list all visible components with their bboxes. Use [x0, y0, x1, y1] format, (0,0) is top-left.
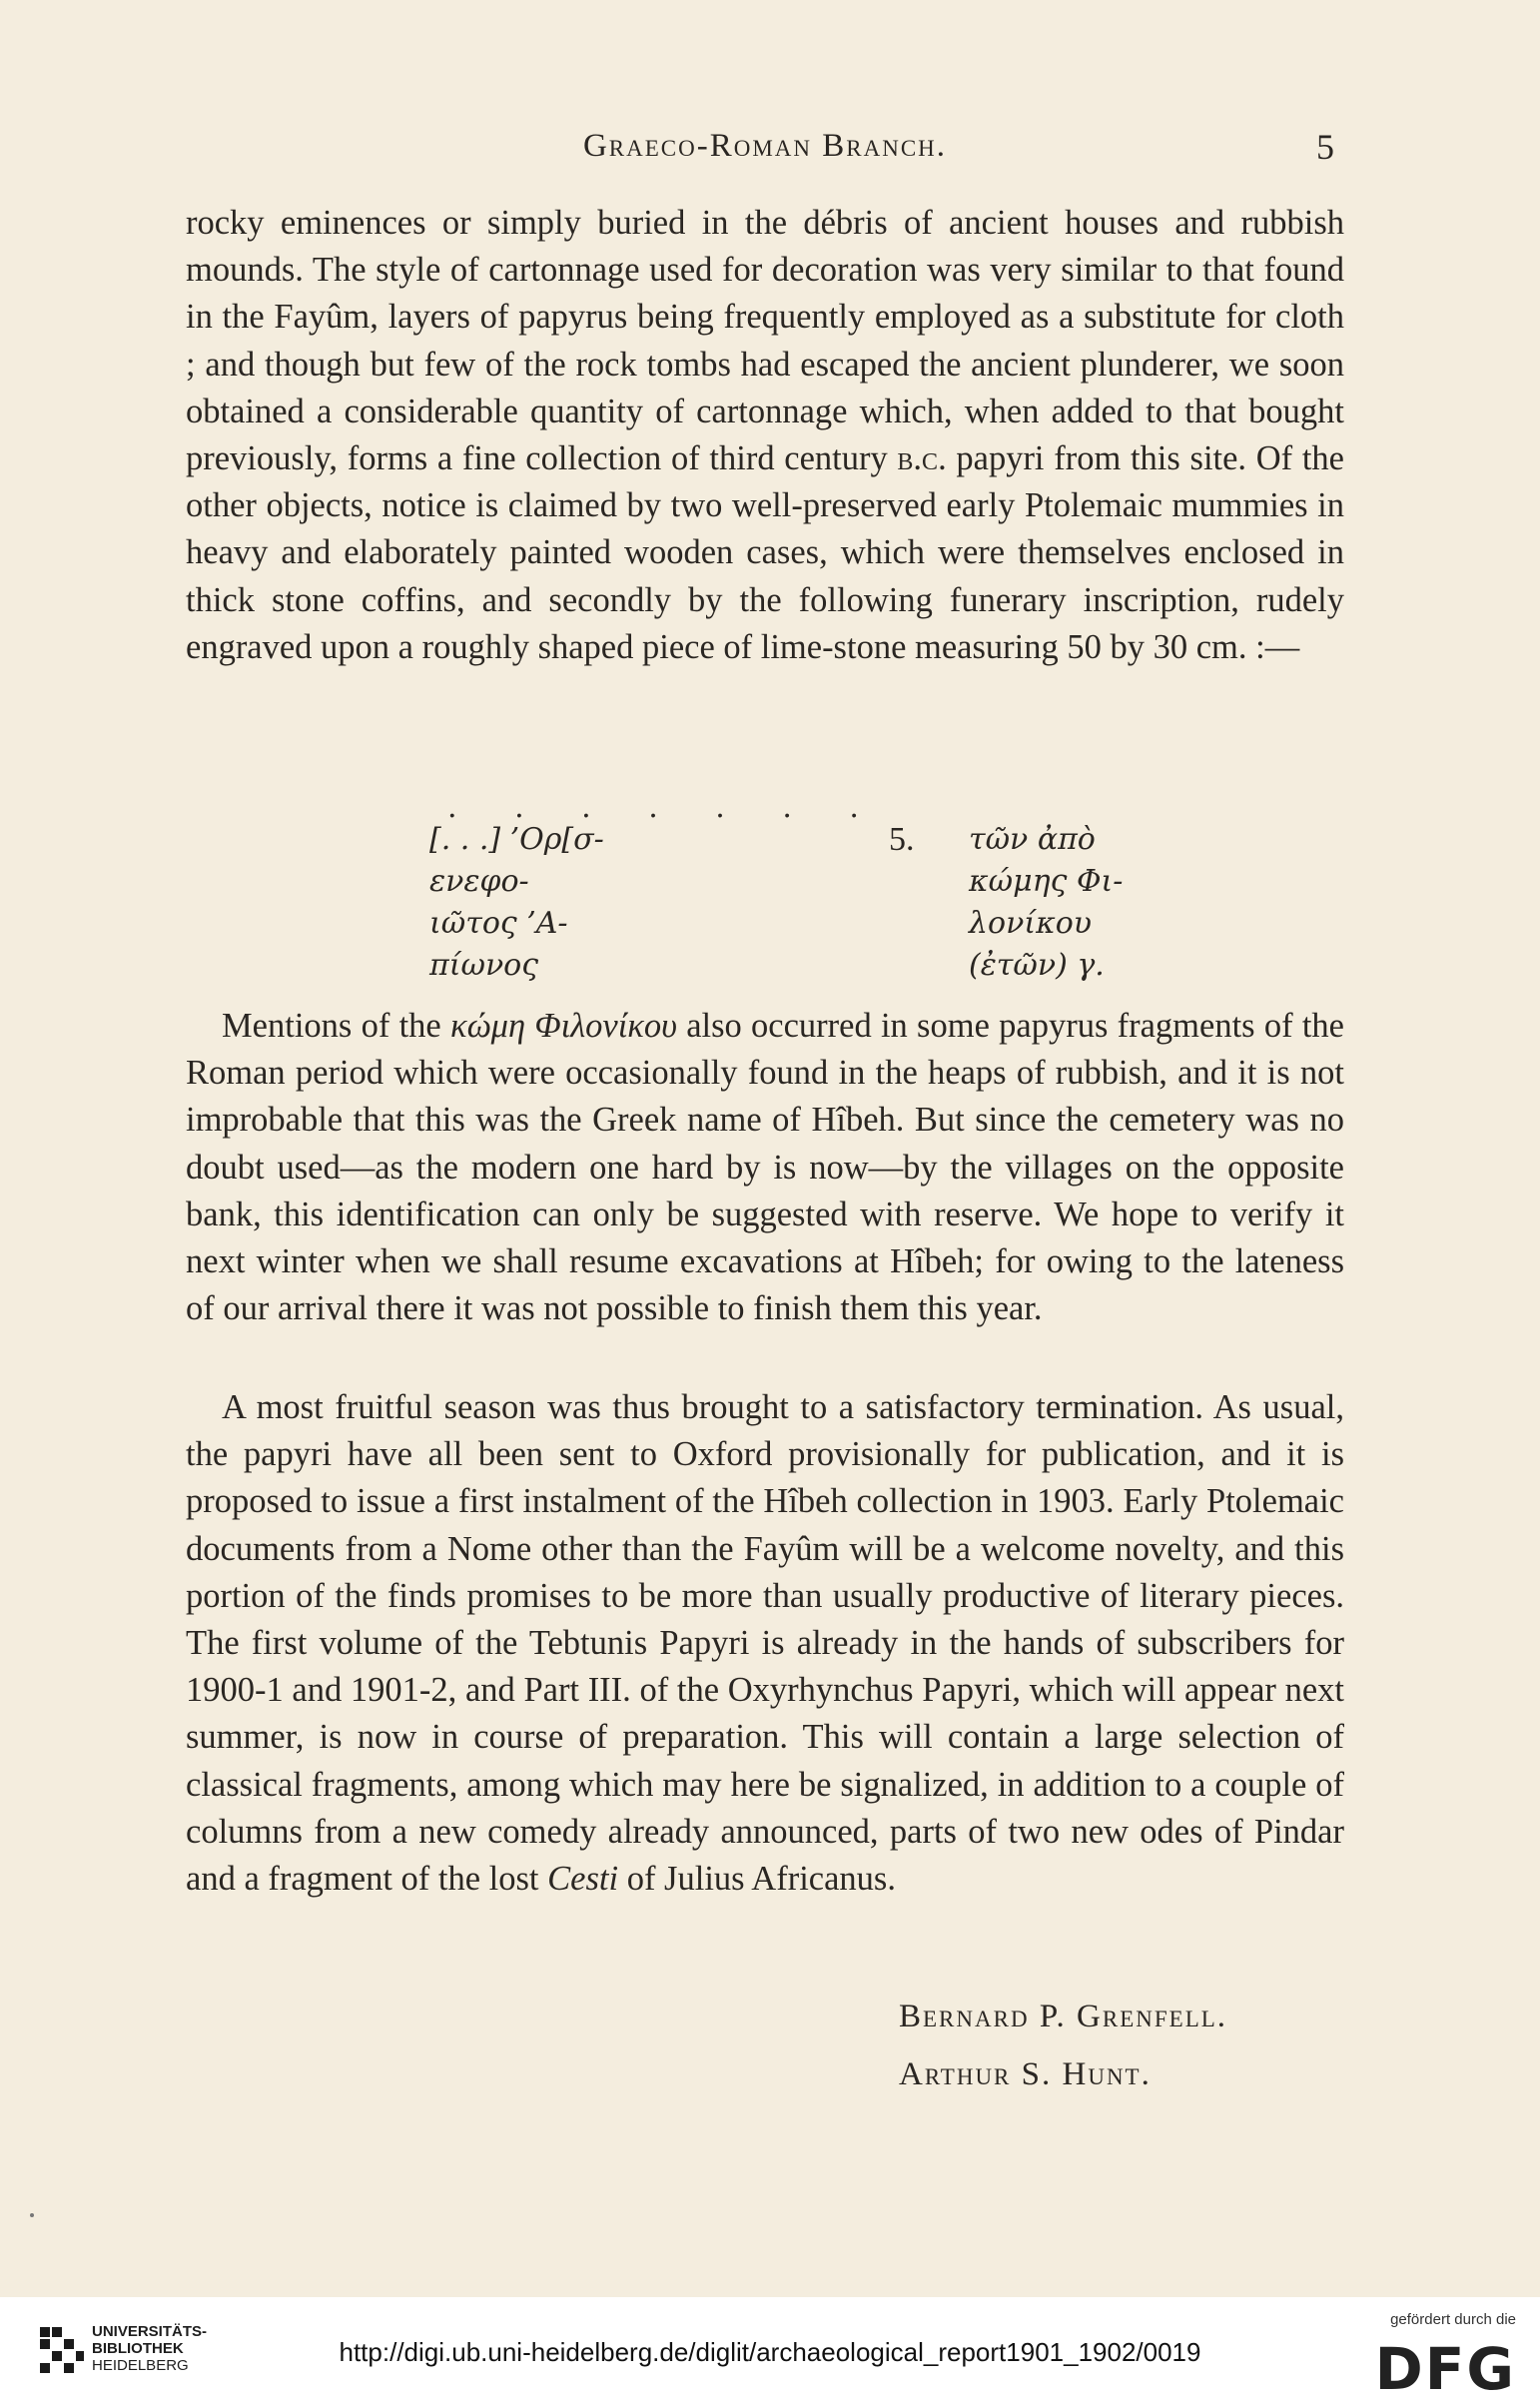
library-name-line: BIBLIOTHEK	[92, 2340, 184, 2357]
inscription-line-number: 5.	[889, 821, 915, 858]
paragraph-3-text-a: A most fruitful season was thus brought to a satisfactory termination. As usual, the papyri have all been sent to Oxford provisionally for publication, and it is proposed to issue a first instalment of the Hîbeh collection in 1903. Early Ptolemaic documents from a Nome other than the Fayûm will be a welcome novelty, and this portion of the finds promises to be more than usually productive of literary pieces. The first volume of the Tebtunis Papyri is already in the hands of subscribers for 1900-1 and 1901-2, and Part III. of the Oxyrhynchus Papyri, which will appear next summer, is now in course of preparation. This will contain a large selection of classical fragments, among which may here be signalized, in addition to a couple of columns from a new comedy already announced, parts of two new odes of Pindar and a fragment of the lost	[186, 1388, 1344, 1899]
signatures	[899, 1988, 1338, 2103]
page-number: 5	[1316, 127, 1334, 167]
funding-label: gefördert durch die	[1390, 2311, 1516, 2328]
paragraph-2-text-a: Mentions of the	[222, 1007, 451, 1045]
italic-title: Cesti	[547, 1860, 619, 1899]
running-title: Graeco-Roman Branch.	[582, 128, 948, 164]
inscription-line: (ἐτῶν) γ.	[969, 948, 1105, 983]
running-head	[186, 128, 1344, 178]
inscription-line: πίωνος	[429, 948, 539, 983]
inscription-line: τῶν ἀπὸ	[969, 822, 1096, 857]
footer-bar	[0, 2297, 1540, 2407]
inscription-right-column	[969, 819, 1228, 987]
dfg-logo-icon: DFG	[1374, 2335, 1516, 2403]
inscription-line: ιῶτος ’Α-	[429, 906, 568, 941]
library-name-line: UNIVERSITÄTS-	[92, 2323, 208, 2340]
library-name-line: HEIDELBERG	[92, 2357, 189, 2374]
inscription-left-column	[429, 819, 749, 987]
paragraph-3	[186, 1384, 1344, 1903]
inscription-line: λονίκου	[969, 906, 1093, 941]
paragraph-1-text-b: papyri from this site. Of the other objects, notice is claimed by two well-preserved early Ptolemaic mummies in heavy and elaborately painted wooden cases, which were themselves enclosed in thick stone coffins, and secondly by the following funerary inscription, rudely engraved upon a roughly shaped piece of lime-stone measuring 50 by 30 cm. :—	[186, 439, 1344, 666]
inscription-line: ενεφο-	[429, 864, 529, 899]
paragraph-1-text-a: rocky eminences or simply buried in the débris of ancient houses and rubbish mounds. The style of cartonnage used for decoration was very similar to that found in the Fayûm, layers of papyrus being frequently employed as a substitute for cloth ; and though but few of the rock tombs had escaped the ancient plunderer, we soon obtained a considerable quantity of cartonnage which, when added to that bought previously, forms a fine collection of third century	[186, 204, 1344, 478]
margin-mark	[30, 2213, 34, 2217]
greek-place-name: κώμη Φιλονίκου	[450, 1007, 677, 1045]
paragraph-1	[186, 200, 1344, 671]
paragraph-2-text-b: also occurred in some papyrus fragments of the Roman period which were occasionally found in the heaps of rubbish, and it is not improbable that this was the Greek name of Hîbeh. But since the cemetery was no doubt used—as the modern one hard by is now—by the villages on the opposite bank, this identification can only be suggested with reserve. We hope to verify it next winter when we shall resume excavations at Hîbeh; for owing to the lateness of our arrival there it was not possible to finish them this year.	[186, 1007, 1344, 1328]
inscription-dots: . . . . . . .	[447, 790, 883, 825]
signature-grenfell: Bernard P. Grenfell.	[899, 1999, 1228, 2034]
paragraph-3-text-b: of Julius Africanus.	[618, 1860, 896, 1899]
source-url-link[interactable]: http://digi.ub.uni-heidelberg.de/diglit/archaeological_report1901_1902/0019	[339, 2337, 1201, 2367]
greek-inscription	[429, 790, 1149, 989]
signature-hunt: Arthur S. Hunt.	[899, 2056, 1152, 2092]
paragraph-2	[186, 1003, 1344, 1332]
bc-abbreviation: b.c.	[897, 439, 947, 478]
inscription-line: [. . .] ’Ορ[σ-	[429, 822, 604, 857]
inscription-line: κώμης Φι-	[969, 864, 1124, 899]
